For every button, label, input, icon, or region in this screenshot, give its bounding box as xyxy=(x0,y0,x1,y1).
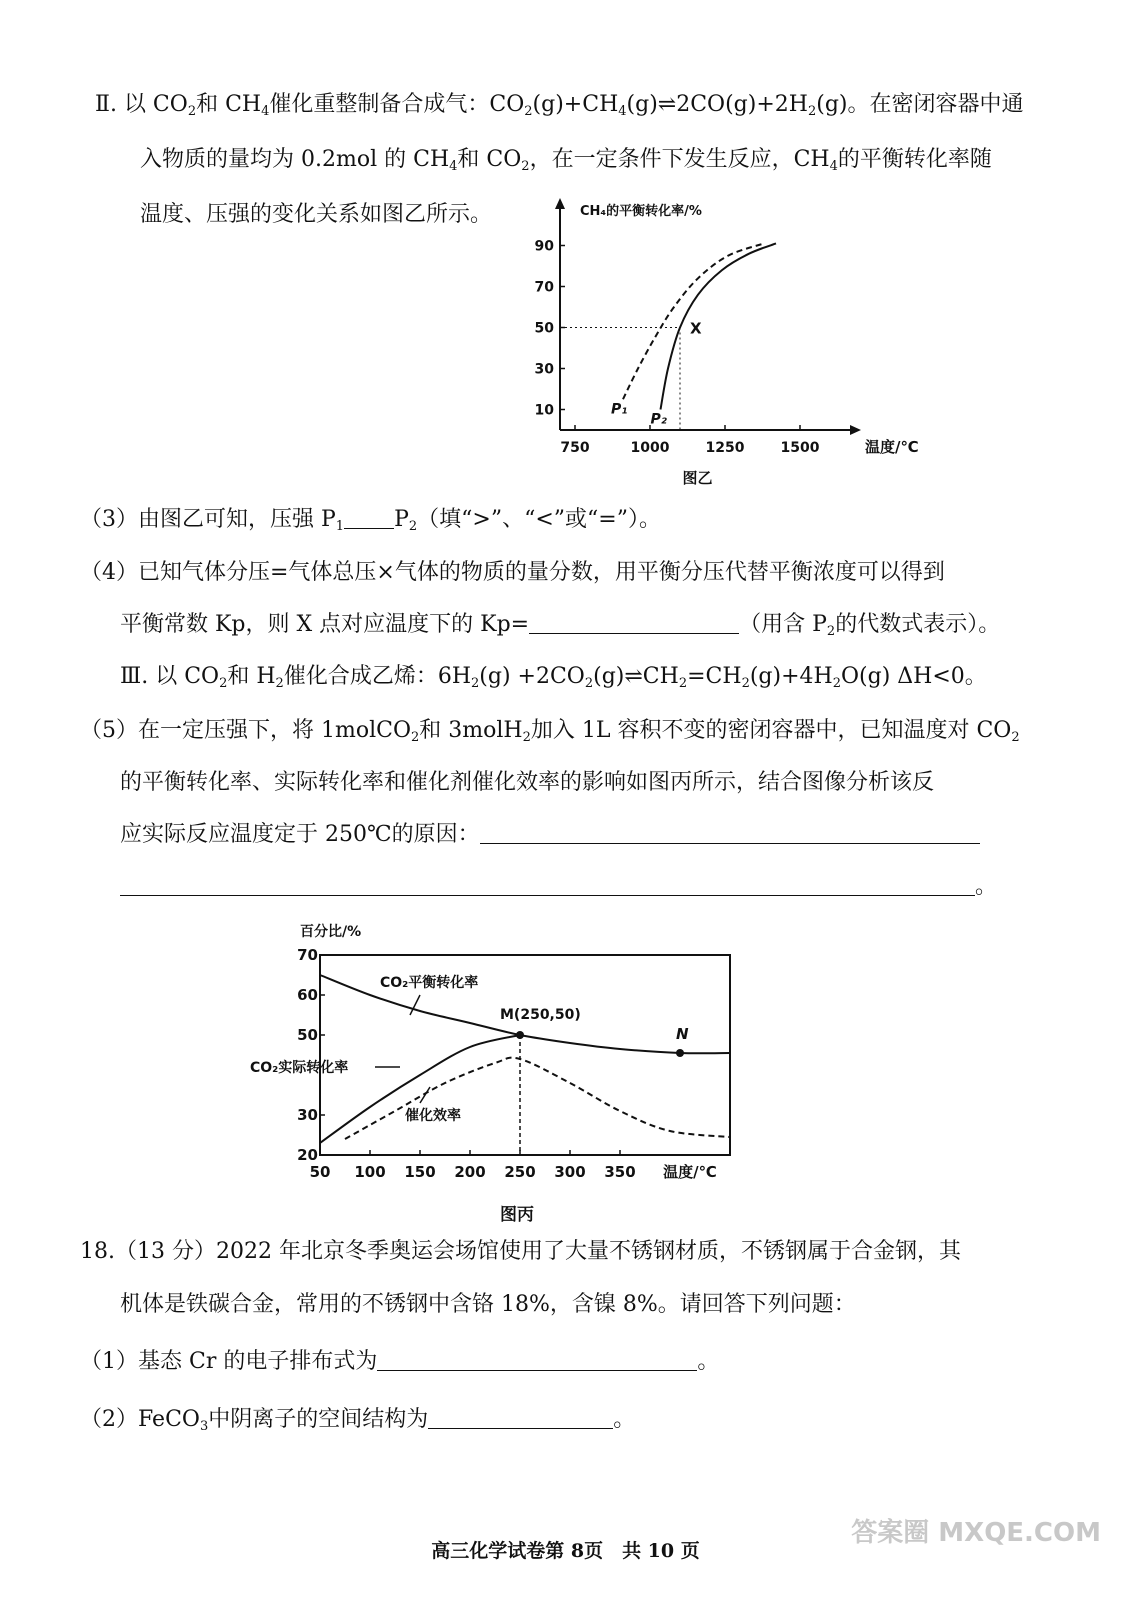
x-tick-label: 50 xyxy=(309,1163,331,1181)
y-tick-label: 70 xyxy=(297,946,318,964)
question-18-line1: 18.（13 分）2022 年北京冬季奥运会场馆使用了大量不锈钢材质，不锈钢属于合金钢，其 xyxy=(80,1239,961,1264)
series-label-1: P₁ xyxy=(611,401,628,418)
section2-line2: 入物质的量均为 0.2mol 的 $CH_4$和 $CO_2$，在一定条件下发生反应，$CH_4$的平衡转化率随 xyxy=(140,147,992,174)
x-tick-label: 300 xyxy=(554,1163,586,1181)
question-18-2: （2）FeCO$_3$中阴离子的空间结构为 。 xyxy=(80,1407,636,1434)
x-tick-label: 1250 xyxy=(705,440,745,456)
y-tick-label: 30 xyxy=(534,361,554,378)
series-label-1: CO₂平衡转化率 xyxy=(380,975,479,991)
x-tick-label: 150 xyxy=(404,1163,436,1181)
y-tick-label: 60 xyxy=(297,986,318,1004)
x-tick-label: 1000 xyxy=(630,440,670,456)
answer-blank-18-1[interactable] xyxy=(377,1348,697,1371)
section2-line1: Ⅱ. 以 $CO_2$和 $CH_4$催化重整制备合成气：$CO_2(g)+CH_4(g)\rightleftharpoons 2CO(g)+2H_2(g)$。在密闭容器中通 xyxy=(95,92,1024,119)
series-line-2 xyxy=(661,243,777,409)
series-line-2 xyxy=(320,1035,520,1143)
answer-blank-5a[interactable] xyxy=(480,821,980,844)
y-tick-label: 20 xyxy=(297,1146,318,1164)
question-5-line3: 应实际反应温度定于 250℃的原因： xyxy=(120,820,980,850)
series-label-2: P₂ xyxy=(650,411,667,428)
point-m-label: M(250,50) xyxy=(500,1007,581,1023)
chart-yi xyxy=(510,195,919,495)
x-tick-label: 200 xyxy=(454,1163,486,1181)
chart-bing xyxy=(240,910,760,1230)
watermark: 答案圈 MXQE.COM xyxy=(851,1518,1101,1548)
answer-blank-4[interactable] xyxy=(529,611,739,634)
question-4-line2: 平衡常数 Kp，则 X 点对应温度下的 Kp= （用含 $P_2$的代数式表示）。 xyxy=(120,612,1001,639)
chart-title: CH₄的平衡转化率/% xyxy=(580,204,702,219)
section3-line: Ⅲ. 以 $CO_2$和 $H_2$催化合成乙烯：$6H_2(g)$ $+2CO_2(g)\rightleftharpoons CH_2=CH_2(g)+4H_2O(g)$ ΔH<0。 xyxy=(120,664,987,691)
answer-blank-3[interactable] xyxy=(344,506,394,529)
question-5-line1: （5）在一定压强下，将 1molCO$_2$和 3molH$_2$加入 1L 容积不变的密闭容器中，已知温度对 $CO_2$ xyxy=(80,718,1020,745)
point-x-label: X xyxy=(690,319,702,338)
x-tick-label: 100 xyxy=(354,1163,386,1181)
x-axis-label: 温度/℃ xyxy=(663,1163,717,1181)
y-tick-label: 90 xyxy=(534,238,554,255)
y-tick-label: 10 xyxy=(534,402,554,419)
x-tick-label: 250 xyxy=(504,1163,536,1181)
question-5-line2: 的平衡转化率、实际转化率和催化剂催化效率的影响如图丙所示，结合图像分析该反 xyxy=(120,770,935,795)
page-footer: 高三化学试卷第 8页 共 10 页 xyxy=(431,1540,700,1562)
y-tick-label: 70 xyxy=(534,279,554,296)
x-tick-label: 1500 xyxy=(780,440,820,456)
point-n-label: N xyxy=(676,1025,689,1043)
series-label-2: CO₂实际转化率 xyxy=(250,1060,349,1076)
leader-line-3 xyxy=(420,1087,430,1103)
point-m-marker xyxy=(516,1031,524,1039)
question-5-line4: 。 xyxy=(120,872,997,902)
point-n-marker xyxy=(676,1049,684,1057)
x-tick-label: 350 xyxy=(604,1163,636,1181)
x-axis-arrow xyxy=(850,425,861,435)
y-tick-label: 50 xyxy=(534,320,554,337)
question-18-1: （1）基态 Cr 的电子排布式为 。 xyxy=(80,1349,720,1374)
question-18-line2: 机体是铁碳合金，常用的不锈钢中含铬 18%，含镍 8%。请回答下列问题： xyxy=(120,1292,856,1317)
series-line-3 xyxy=(345,1058,730,1139)
x-axis-label: 温度/℃ xyxy=(865,438,919,456)
leader-line-1 xyxy=(410,995,420,1015)
chart-caption: 图乙 xyxy=(682,469,713,487)
section2-line3: 温度、压强的变化关系如图乙所示。 xyxy=(140,202,493,227)
answer-blank-18-2[interactable] xyxy=(428,1406,613,1429)
question-4-line1: （4）已知气体分压=气体总压×气体的物质的量分数，用平衡分压代替平衡浓度可以得到 xyxy=(80,560,945,585)
x-tick-label: 750 xyxy=(560,440,590,456)
chart-caption: 图丙 xyxy=(500,1205,534,1225)
series-label-3: 催化效率 xyxy=(405,1108,461,1124)
y-tick-label: 50 xyxy=(297,1026,318,1044)
answer-blank-5b[interactable] xyxy=(120,873,975,896)
y-tick-label: 30 xyxy=(297,1106,318,1124)
chart-title: 百分比/% xyxy=(300,924,362,940)
y-axis-arrow xyxy=(555,198,565,209)
question-3: （3）由图乙可知，压强 $P_1$ $P_2$（填“>”、“<”或“=”）。 xyxy=(80,507,661,534)
